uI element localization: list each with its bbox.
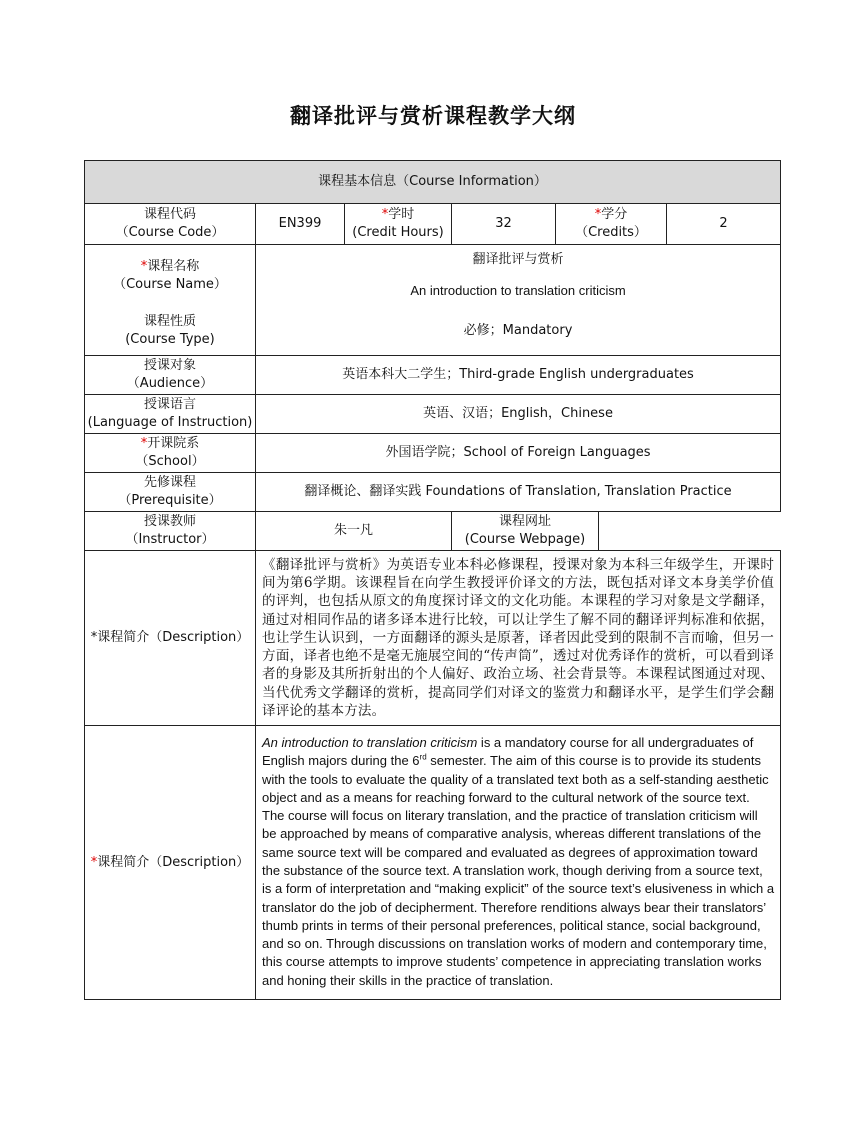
school-value: 外国语学院；School of Foreign Languages — [256, 434, 781, 473]
required-star: * — [90, 854, 98, 870]
required-star: * — [140, 258, 148, 274]
course-code-label — [85, 204, 256, 245]
audience-label-en: （Audience） — [126, 376, 214, 391]
course-name-en: An introduction to translation criticism — [410, 283, 626, 299]
credits-value: 2 — [667, 204, 781, 245]
description-cn-label-text: 课程简介（Description） — [97, 630, 250, 645]
course-type-label-en: (Course Type) — [125, 331, 215, 347]
section-header: 课程基本信息（Course Information） — [85, 161, 781, 204]
language-label-en: (Language of Instruction) — [87, 415, 253, 430]
credit-hours-label-cn: 学时 — [388, 207, 415, 222]
section-header-row — [85, 161, 781, 204]
audience-row — [85, 356, 781, 395]
course-webpage-label — [452, 512, 599, 551]
required-star: * — [90, 630, 98, 645]
school-label-cn: 开课院系 — [147, 436, 200, 451]
language-label — [85, 395, 256, 434]
credits-label-cn: 学分 — [601, 207, 628, 222]
course-code-label-cn: 课程代码 — [143, 207, 196, 222]
course-type-label — [85, 307, 256, 356]
course-name-label — [85, 245, 256, 307]
prerequisite-label — [85, 473, 256, 512]
course-code-label-en: （Course Code） — [115, 225, 225, 240]
instructor-value: 朱一凡 — [256, 512, 452, 551]
description-cn-label — [85, 551, 256, 726]
course-webpage-label-en: (Course Webpage) — [464, 532, 586, 547]
prerequisite-value: 翻译概论、翻译实践 Foundations of Translation, Translation Practice — [256, 473, 781, 512]
course-info-table — [84, 160, 781, 1000]
course-code-value: EN399 — [256, 204, 345, 245]
description-en-part-2: semester. The aim of this course is to provide its students with the tools to evaluate the quality of a translated text both as a self-standing aesthetic object and as a means for reaching forward to the cultural network of the source text. The course will focus on literary translation, and the practice of translation criticism will be approached by means of comparative analysis, whereas different translations of the same source text will be compared and evaluated as degrees of approximation toward the substance of the source text. A translation work, though deriving from a source text, is a form of interpretation and “making explicit” of the source text’s elusiveness in which a translator do the job of decipherment. Therefore renditions always bear their translators’ thumb prints in terms of their personal preferences, political stance, social background, and so on. Through discussions on translation works of modern and contemporary time, this course attempts to improve students’ competence in appreciating translation works and honing their skills in the practice of translation. — [262, 753, 775, 988]
instructor-label-cn: 授课教师 — [143, 514, 196, 529]
school-label — [85, 434, 256, 473]
description-en-label-text: 课程简介（Description） — [97, 854, 250, 870]
course-type-value: 必修；Mandatory — [256, 307, 781, 356]
course-webpage-value — [599, 512, 781, 551]
course-type-label-cn: 课程性质 — [143, 313, 196, 329]
prerequisite-row — [85, 473, 781, 512]
page-title: 翻译批评与赏析课程教学大纲 — [290, 103, 576, 128]
course-name-value — [256, 245, 781, 307]
instructor-label-en: （Instructor） — [125, 532, 215, 547]
credit-hours-label — [345, 204, 452, 245]
description-en-text — [256, 732, 780, 993]
audience-value: 英语本科大二学生；Third-grade English undergraduates — [256, 356, 781, 395]
prerequisite-label-en: （Prerequisite） — [118, 493, 222, 508]
course-code-row — [85, 204, 781, 245]
course-name-row — [85, 245, 781, 307]
description-cn-text: 《翻译批评与赏析》为英语专业本科必修课程，授课对象为本科三年级学生，开课时间为第6学期。该课程旨在向学生教授评价译文的方法，既包括对译文本身美学价值的评判，也包括从原文的角度探讨译文的文化功能。本课程的学习对象是文学翻译，通过对相同作品的诸多译本进行比较，可以让学生了解不同的翻译评判标准和依据，也让学生认识到，一方面翻译的源头是原著，译者因此受到的限制不言而喻，但另一方面，译者也绝不是毫无施展空间的“传声筒”，透过对优秀译作的赏析，可以看到译者的身影及其所折射出的个人偏好、政治立场、社会背景等。本课程试图通过对现、当代优秀文学翻译的赏析，提高同学们对译文的鉴赏力和翻译水平，是学生们学会翻译评论的基本方法。 — [262, 557, 775, 719]
school-row — [85, 434, 781, 473]
credits-label — [556, 204, 667, 245]
instructor-row — [85, 512, 781, 551]
required-star: * — [594, 207, 602, 222]
audience-label — [85, 356, 256, 395]
credits-label-en: （Credits） — [575, 225, 647, 240]
description-en-part-1: is a mandatory course for all undergraduates of English majors during the 6 — [262, 734, 754, 769]
course-webpage-label-cn: 课程网址 — [498, 514, 551, 529]
prerequisite-label-cn: 先修课程 — [143, 475, 196, 490]
language-row — [85, 395, 781, 434]
instructor-label — [85, 512, 256, 551]
course-name-label-cn: 课程名称 — [147, 258, 200, 274]
audience-label-cn: 授课对象 — [143, 358, 196, 373]
course-name-cn: 翻译批评与赏析 — [472, 252, 564, 268]
course-type-row — [85, 307, 781, 356]
credit-hours-label-en: (Credit Hours) — [352, 225, 444, 240]
required-star: * — [140, 436, 148, 451]
school-label-en: （School） — [135, 454, 205, 469]
required-star: * — [381, 207, 389, 222]
credit-hours-value: 32 — [452, 204, 556, 245]
course-name-label-en: （Course Name） — [113, 276, 227, 292]
description-en-row — [85, 726, 781, 1000]
ordinal-superscript: rd — [419, 752, 427, 762]
description-en-cell — [256, 726, 781, 1000]
description-cn-cell — [256, 551, 781, 726]
description-en-label — [85, 726, 256, 1000]
language-label-cn: 授课语言 — [143, 397, 196, 412]
language-value: 英语、汉语；English，Chinese — [256, 395, 781, 434]
course-title-italic: An introduction to translation criticism — [262, 734, 478, 750]
description-cn-row — [85, 551, 781, 726]
